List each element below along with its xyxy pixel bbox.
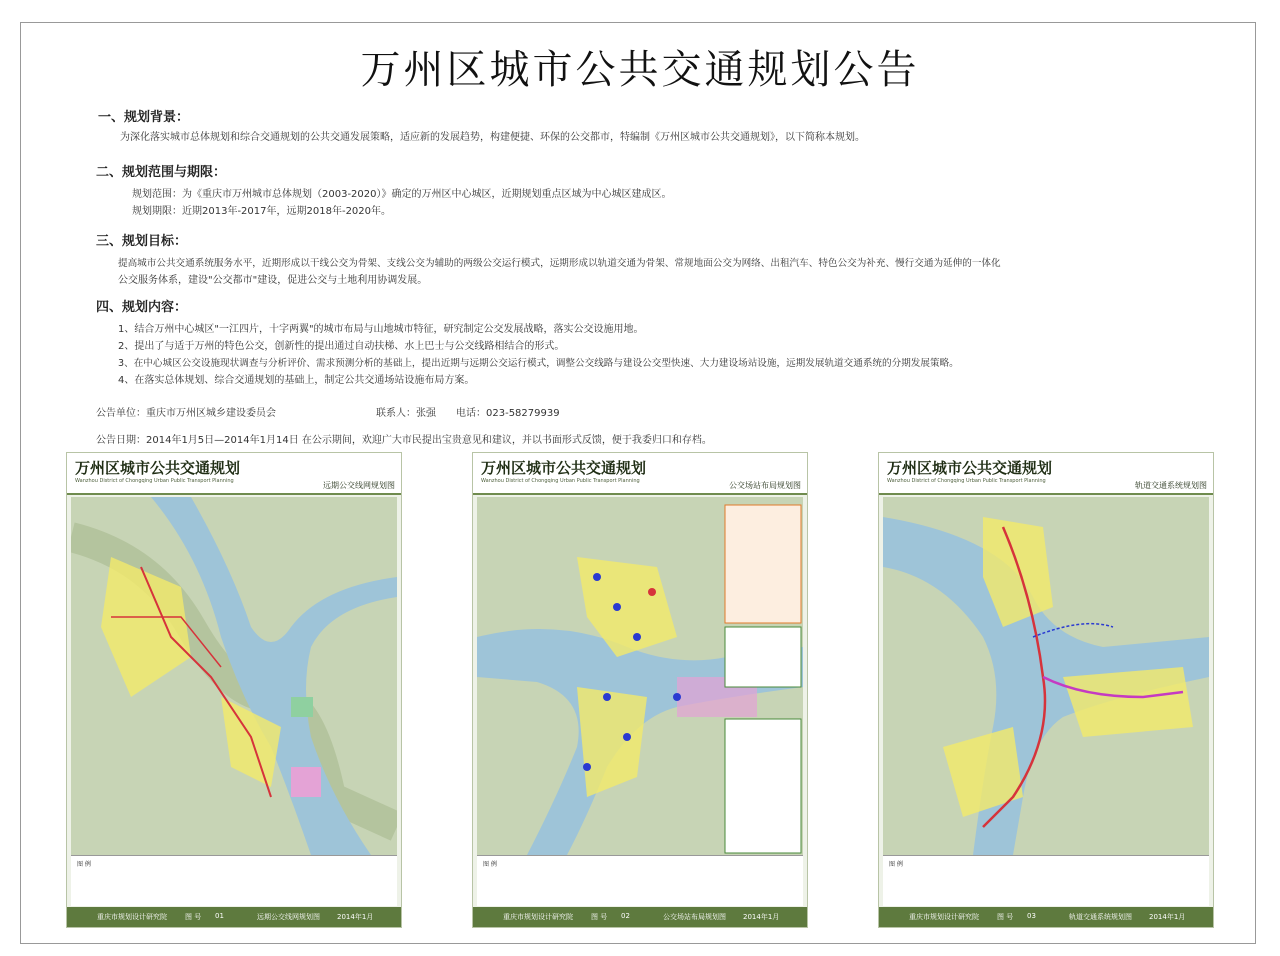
map-image (477, 497, 803, 875)
footer-map-name: 轨道交通系统规划图 (1069, 913, 1132, 921)
panel-footer (879, 907, 1213, 927)
panel-footer (67, 907, 401, 927)
footer-number: 02 (621, 912, 630, 920)
map-legend (71, 855, 397, 906)
footer-number: 03 (1027, 912, 1036, 920)
footer-org: 重庆市规划设计研究院 (503, 913, 573, 921)
panel-subtitle: Wanzhou District of Chongqing Urban Public Transport Planning (887, 478, 1046, 484)
map-legend (883, 855, 1209, 906)
notice-org: 公告单位：重庆市万州区城乡建设委员会 (96, 408, 276, 419)
panel-footer (473, 907, 807, 927)
footer-label: 图 号 (997, 913, 1014, 921)
panel-subtitle: Wanzhou District of Chongqing Urban Public Transport Planning (75, 478, 234, 484)
section-text: 为深化落实城市总体规划和综合交通规划的公共交通发展策略，适应新的发展趋势，构建便捷、环保的公交都市，特编制《万州区城市公共交通规划》，以下简称本规划。 (120, 132, 865, 143)
panel-subtitle: Wanzhou District of Chongqing Urban Public Transport Planning (481, 478, 640, 484)
footer-date: 2014年1月 (1149, 913, 1186, 921)
map-image (883, 497, 1209, 875)
map-legend (477, 855, 803, 906)
footer-org: 重庆市规划设计研究院 (97, 913, 167, 921)
section-heading: 一、规划背景： (98, 110, 190, 125)
section-heading: 四、规划内容： (96, 300, 188, 315)
footer-number: 01 (215, 912, 224, 920)
notice-period: 公告日期：2014年1月5日—2014年1月14日 在公示期间，欢迎广大市民提出宝贵意见和建议，并以书面形式反馈，便于我委归口和存档。 (96, 435, 712, 446)
legend-title: 图 例 (483, 861, 497, 868)
footer-map-name: 公交场站布局规划图 (663, 913, 726, 921)
section-text: 提高城市公共交通系统服务水平，近期形成以干线公交为骨架、支线公交为辅助的两级公交运行模式，远期形成以轨道交通为骨架、常规地面公交为网络、出租汽车、特色公交为补充、慢行交通为延伸的一体化 (118, 258, 1001, 269)
panel-map-name: 公交场站布局规划图 (729, 481, 801, 490)
section-text: 公交服务体系，建设"公交都市"建设，促进公交与土地利用协调发展。 (118, 275, 428, 286)
section-content (96, 296, 1226, 389)
panel-map-name: 远期公交线网规划图 (323, 481, 395, 490)
map-panel-rail (878, 452, 1214, 928)
legend-title: 图 例 (77, 861, 91, 868)
footer-date: 2014年1月 (337, 913, 374, 921)
map-graphic (883, 497, 1209, 855)
footer-map-name: 远期公交线网规划图 (257, 913, 320, 921)
section-background (98, 106, 1218, 146)
map-panel-network (66, 452, 402, 928)
footer-label: 图 号 (591, 913, 608, 921)
panel-header (67, 453, 401, 495)
panel-map-name: 轨道交通系统规划图 (1135, 481, 1207, 490)
section-text: 规划范围：为《重庆市万州城市总体规划（2003-2020）》确定的万州区中心城区，近期规划重点区域为中心城区建成区。 (132, 189, 672, 200)
page-title: 万州区城市公共交通规划公告 (360, 47, 920, 93)
section-text: 2、提出了与适于万州的特色公交，创新性的提出通过自动扶梯、水上巴士与公交线路相结合的形式。 (118, 341, 565, 352)
notice-contact: 联系人：张强 (376, 408, 436, 419)
map-graphic (477, 497, 803, 855)
section-text: 3、在中心城区公交设施现状调查与分析评价、需求预测分析的基础上，提出近期与远期公交运行模式，调整公交线路与建设公交型快速、大力建设场站设施，远期发展轨道交通系统的分期发展策略。 (118, 358, 959, 369)
section-goals (96, 230, 1226, 289)
footer-org: 重庆市规划设计研究院 (909, 913, 979, 921)
footer-label: 图 号 (185, 913, 202, 921)
map-image (71, 497, 397, 875)
section-text: 4、在落实总体规划、综合交通规划的基础上，制定公共交通场站设施布局方案。 (118, 375, 475, 386)
panel-title: 万州区城市公共交通规划 (75, 459, 241, 477)
section-scope (96, 161, 1216, 220)
map-graphic (71, 497, 397, 855)
footer-date: 2014年1月 (743, 913, 780, 921)
section-text: 1、结合万州中心城区"一江四片，十字两翼"的城市布局与山地城市特征，研究制定公交发展战略，落实公交设施用地。 (118, 324, 644, 335)
legend-title: 图 例 (889, 861, 903, 868)
panel-header (473, 453, 807, 495)
section-heading: 三、规划目标： (96, 234, 188, 249)
panel-title: 万州区城市公共交通规划 (481, 459, 647, 477)
map-panel-stations (472, 452, 808, 928)
section-text: 规划期限：近期2013年-2017年，远期2018年-2020年。 (132, 206, 392, 217)
panel-title: 万州区城市公共交通规划 (887, 459, 1053, 477)
section-heading: 二、规划范围与期限： (96, 165, 227, 180)
panel-header (879, 453, 1213, 495)
notice-phone: 电话：023-58279939 (456, 408, 560, 419)
